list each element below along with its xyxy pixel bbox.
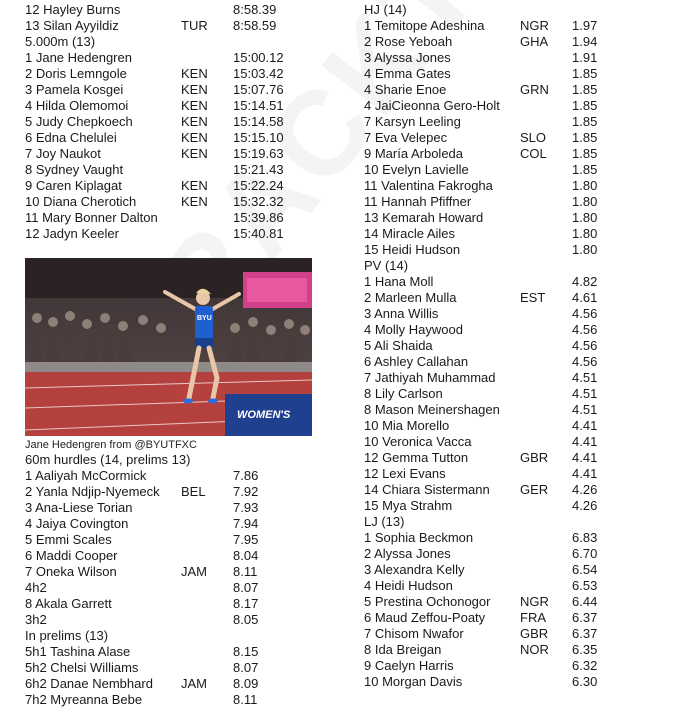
athlete-name: 8 Sydney Vaught — [25, 162, 124, 177]
results-list-pv — [364, 274, 678, 514]
result-row — [364, 274, 678, 290]
result-row — [364, 578, 678, 594]
result-mark: 1.80 — [572, 226, 598, 241]
athlete-name: 4 Jaiya Covington — [25, 516, 129, 531]
athlete-name: 14 Miracle Ailes — [364, 226, 456, 241]
result-mark: 6.83 — [572, 530, 598, 545]
result-mark: 15:39.86 — [233, 210, 284, 225]
result-mark: 15:32.32 — [233, 194, 284, 209]
result-mark: 7.94 — [233, 516, 259, 531]
athlete-name: 13 Silan Ayyildiz — [25, 18, 119, 33]
nationality-code: GER — [520, 482, 549, 497]
result-row — [25, 580, 345, 596]
result-mark: 15:21.43 — [233, 162, 284, 177]
athlete-name: 6 Maud Zeffou-Poaty — [364, 610, 486, 625]
result-row — [364, 354, 678, 370]
result-mark: 15:03.42 — [233, 66, 284, 81]
result-mark: 1.80 — [572, 210, 598, 225]
result-row — [25, 532, 345, 548]
result-row — [364, 482, 678, 498]
result-row — [25, 130, 345, 146]
result-row — [25, 500, 345, 516]
results-list-hj — [364, 18, 678, 258]
photo-block — [25, 242, 345, 452]
svg-text:BYU: BYU — [197, 315, 212, 322]
result-mark: 15:00.12 — [233, 50, 284, 65]
athlete-name: 7 Karsyn Leeling — [364, 114, 461, 129]
result-row — [25, 468, 345, 484]
athlete-name: 2 Yanla Ndjip-Nyemeck — [25, 484, 160, 499]
result-mark: 4.51 — [572, 402, 598, 417]
result-mark: 4.56 — [572, 338, 598, 353]
result-mark: 8:58.59 — [233, 18, 277, 33]
result-mark: 1.85 — [572, 82, 598, 97]
nationality-code: KEN — [181, 66, 208, 81]
result-mark: 1.85 — [572, 130, 598, 145]
athlete-name: 6 Maddi Cooper — [25, 548, 118, 563]
athlete-name: 3 Pamela Kosgei — [25, 82, 124, 97]
result-row — [25, 66, 345, 82]
result-mark: 8:58.39 — [233, 2, 277, 17]
athlete-name: 5 Ali Shaida — [364, 338, 433, 353]
result-mark: 1.91 — [572, 50, 598, 65]
result-mark: 8.04 — [233, 548, 259, 563]
result-mark: 8.05 — [233, 612, 259, 627]
result-row — [364, 626, 678, 642]
athlete-name: 12 Hayley Burns — [25, 2, 121, 17]
result-mark: 1.85 — [572, 66, 598, 81]
result-mark: 4.41 — [572, 450, 598, 465]
result-mark: 15:40.81 — [233, 226, 284, 241]
result-mark: 15:19.63 — [233, 146, 284, 161]
result-row — [25, 18, 345, 34]
results-list-lj — [364, 530, 678, 690]
result-row — [25, 628, 345, 644]
result-row — [364, 450, 678, 466]
result-row — [364, 66, 678, 82]
athlete-name: 15 Mya Strahm — [364, 498, 453, 513]
result-mark: 6.54 — [572, 562, 598, 577]
nationality-code: COL — [520, 146, 547, 161]
nationality-code: KEN — [181, 114, 208, 129]
result-row — [25, 210, 345, 226]
result-row — [364, 594, 678, 610]
result-row — [25, 162, 345, 178]
athlete-name: 7 Oneka Wilson — [25, 564, 117, 579]
athlete-name: 6 Ashley Callahan — [364, 354, 469, 369]
result-mark: 1.80 — [572, 178, 598, 193]
race-photo — [25, 258, 312, 436]
athlete-name: 4 Hilda Olemomoi — [25, 98, 129, 113]
athlete-name: 4 Molly Haywood — [364, 322, 463, 337]
event-title-60m-hurdles: 60m hurdles (14, prelims 13) — [25, 452, 191, 467]
result-mark: 15:14.58 — [233, 114, 284, 129]
result-mark: 1.85 — [572, 114, 598, 129]
result-row — [364, 18, 678, 34]
nationality-code: KEN — [181, 194, 208, 209]
athlete-name: 11 Valentina Fakrogha — [364, 178, 493, 193]
result-row — [25, 612, 345, 628]
athlete-name: 8 Ida Breigan — [364, 642, 442, 657]
athlete-name: 10 Evelyn Lavielle — [364, 162, 469, 177]
result-mark: 6.70 — [572, 546, 598, 561]
result-row — [25, 98, 345, 114]
result-mark: 4.41 — [572, 434, 598, 449]
result-mark: 6.37 — [572, 626, 598, 641]
results-list-60m-hurdles — [25, 468, 345, 708]
nationality-code: JAM — [181, 564, 207, 579]
result-row — [364, 562, 678, 578]
athlete-name: 10 Morgan Davis — [364, 674, 463, 689]
nationality-code: KEN — [181, 178, 208, 193]
result-row — [364, 306, 678, 322]
result-row — [364, 98, 678, 114]
result-mark: 6.32 — [572, 658, 598, 673]
athlete-name: 4 Sharie Enoe — [364, 82, 447, 97]
athlete-name: 7 Chisom Nwafor — [364, 626, 464, 641]
result-row — [364, 386, 678, 402]
nationality-code: FRA — [520, 610, 546, 625]
event-title-5000m: 5.000m (13) — [25, 34, 96, 49]
result-row — [25, 178, 345, 194]
result-row — [364, 658, 678, 674]
result-row — [364, 434, 678, 450]
nationality-code: GBR — [520, 450, 549, 465]
athlete-name: 5 Prestina Ochonogor — [364, 594, 491, 609]
result-row — [25, 114, 345, 130]
athlete-name: 7 Joy Naukot — [25, 146, 101, 161]
results-list-5000m — [25, 50, 345, 242]
result-row — [364, 50, 678, 66]
athlete-name: 7h2 Myreanna Bebe — [25, 692, 143, 707]
nationality-code: KEN — [181, 82, 208, 97]
result-mark: 4.51 — [572, 370, 598, 385]
athlete-name: 12 Lexi Evans — [364, 466, 446, 481]
athlete-name: 1 Jane Hedengren — [25, 50, 132, 65]
result-mark: 6.30 — [572, 674, 598, 689]
athlete-name: 6 Edna Chelulei — [25, 130, 117, 145]
result-mark: 4.82 — [572, 274, 598, 289]
athlete-name: 12 Jadyn Keeler — [25, 226, 119, 241]
result-mark: 1.85 — [572, 162, 598, 177]
result-row — [364, 194, 678, 210]
nationality-code: KEN — [181, 146, 208, 161]
nationality-code: KEN — [181, 98, 208, 113]
athlete-name: 11 Hannah Pfiffner — [364, 194, 472, 209]
nationality-code: GRN — [520, 82, 549, 97]
athlete-name: 5h1 Tashina Alase — [25, 644, 131, 659]
athlete-name: 4h2 — [25, 580, 47, 595]
result-row — [25, 692, 345, 708]
result-row — [25, 516, 345, 532]
result-row — [364, 82, 678, 98]
athlete-name: 2 Rose Yeboah — [364, 34, 453, 49]
result-mark: 6.35 — [572, 642, 598, 657]
result-mark: 15:22.24 — [233, 178, 284, 193]
athlete-name: 2 Doris Lemngole — [25, 66, 127, 81]
result-row — [364, 530, 678, 546]
result-mark: 8.07 — [233, 660, 259, 675]
athlete-name: 15 Heidi Hudson — [364, 242, 461, 257]
left-column — [25, 2, 345, 708]
result-mark: 6.37 — [572, 610, 598, 625]
athlete-name: 9 María Arboleda — [364, 146, 464, 161]
athlete-name: 4 JaiCieonna Gero-Holt — [364, 98, 500, 113]
athlete-name: 9 Caelyn Harris — [364, 658, 454, 673]
result-mark: 4.41 — [572, 418, 598, 433]
athlete-name: 5 Emmi Scales — [25, 532, 112, 547]
result-mark: 6.53 — [572, 578, 598, 593]
result-mark: 4.26 — [572, 498, 598, 513]
athlete-name: 4 Emma Gates — [364, 66, 451, 81]
athlete-name: 14 Chiara Sistermann — [364, 482, 490, 497]
result-mark: 7.95 — [233, 532, 259, 547]
result-mark: 1.80 — [572, 242, 598, 257]
result-mark: 8.15 — [233, 644, 259, 659]
result-mark: 6.44 — [572, 594, 598, 609]
athlete-name: 2 Alyssa Jones — [364, 546, 451, 561]
result-row — [364, 466, 678, 482]
result-mark: 8.09 — [233, 676, 259, 691]
result-mark: 7.93 — [233, 500, 259, 515]
result-mark: 4.61 — [572, 290, 598, 305]
athlete-name: 10 Mia Morello — [364, 418, 450, 433]
athlete-name: 3 Alexandra Kelly — [364, 562, 465, 577]
nationality-code: NGR — [520, 594, 549, 609]
result-row — [364, 338, 678, 354]
athlete-name: 3 Ana-Liese Torian — [25, 500, 133, 515]
athlete-name: 5h2 Chelsi Williams — [25, 660, 139, 675]
event-title-hj: HJ (14) — [364, 2, 407, 17]
athlete-name: 1 Hana Moll — [364, 274, 434, 289]
result-row — [364, 418, 678, 434]
result-row — [364, 290, 678, 306]
athlete-name: 3h2 — [25, 612, 47, 627]
result-row — [25, 194, 345, 210]
nationality-code: NOR — [520, 642, 549, 657]
athlete-name: 12 Gemma Tutton — [364, 450, 469, 465]
result-row — [25, 548, 345, 564]
athlete-name: 10 Diana Cherotich — [25, 194, 137, 209]
result-row — [25, 484, 345, 500]
nationality-code: NGR — [520, 18, 549, 33]
athlete-name: 7 Jathiyah Muhammad — [364, 370, 496, 385]
result-row — [25, 676, 345, 692]
result-mark: 8.07 — [233, 580, 259, 595]
nationality-code: GBR — [520, 626, 549, 641]
result-row — [25, 50, 345, 66]
nationality-code: EST — [520, 290, 546, 305]
result-row — [25, 146, 345, 162]
athlete-name: 8 Lily Carlson — [364, 386, 443, 401]
svg-text:WOMEN'S: WOMEN'S — [237, 409, 291, 421]
athlete-name: In prelims (13) — [25, 628, 109, 643]
athlete-name: 4 Heidi Hudson — [364, 578, 453, 593]
result-row — [364, 498, 678, 514]
results-list-3000m-tail — [25, 2, 345, 34]
event-title-lj: LJ (13) — [364, 514, 405, 529]
result-mark: 4.26 — [572, 482, 598, 497]
race-photo-illustration — [25, 258, 312, 436]
result-row — [364, 642, 678, 658]
athlete-name: 2 Marleen Mulla — [364, 290, 457, 305]
result-row — [25, 82, 345, 98]
event-title-pv: PV (14) — [364, 258, 409, 273]
result-mark: 1.85 — [572, 98, 598, 113]
athlete-name: 8 Akala Garrett — [25, 596, 112, 611]
athlete-name: 3 Anna Willis — [364, 306, 439, 321]
result-mark: 1.80 — [572, 194, 598, 209]
result-row — [364, 674, 678, 690]
result-row — [25, 644, 345, 660]
result-mark: 15:07.76 — [233, 82, 284, 97]
result-mark: 1.85 — [572, 146, 598, 161]
result-row — [364, 178, 678, 194]
result-row — [25, 2, 345, 18]
nationality-code: BEL — [181, 484, 206, 499]
result-row — [364, 34, 678, 50]
result-mark: 4.56 — [572, 322, 598, 337]
result-mark: 4.41 — [572, 466, 598, 481]
result-mark: 4.56 — [572, 306, 598, 321]
result-row — [364, 146, 678, 162]
result-row — [25, 226, 345, 242]
result-mark: 1.94 — [572, 34, 598, 49]
athlete-name: 1 Temitope Adeshina — [364, 18, 485, 33]
result-row — [364, 210, 678, 226]
result-mark: 8.17 — [233, 596, 259, 611]
right-column — [364, 2, 678, 690]
result-row — [364, 130, 678, 146]
result-row — [364, 162, 678, 178]
result-mark: 15:15.10 — [233, 130, 284, 145]
result-mark: 8.11 — [233, 692, 258, 707]
athlete-name: 13 Kemarah Howard — [364, 210, 484, 225]
result-row — [364, 610, 678, 626]
photo-caption: Jane Hedengren from @BYUTFXC — [25, 439, 197, 451]
result-row — [364, 402, 678, 418]
result-row — [25, 596, 345, 612]
result-row — [364, 370, 678, 386]
athlete-name: 11 Mary Bonner Dalton — [25, 210, 158, 225]
nationality-code: KEN — [181, 130, 208, 145]
result-mark: 4.56 — [572, 354, 598, 369]
athlete-name: 1 Sophia Beckmon — [364, 530, 474, 545]
athlete-name: 3 Alyssa Jones — [364, 50, 451, 65]
result-mark: 4.51 — [572, 386, 598, 401]
result-row — [364, 546, 678, 562]
result-row — [25, 660, 345, 676]
result-mark: 7.86 — [233, 468, 259, 483]
result-row — [364, 242, 678, 258]
result-mark: 8.11 — [233, 564, 258, 579]
result-mark: 7.92 — [233, 484, 259, 499]
athlete-name: 10 Veronica Vacca — [364, 434, 472, 449]
athlete-name: 6h2 Danae Nembhard — [25, 676, 153, 691]
athlete-name: 9 Caren Kiplagat — [25, 178, 122, 193]
athlete-name: 8 Mason Meinershagen — [364, 402, 500, 417]
result-mark: 15:14.51 — [233, 98, 284, 113]
athlete-name: 7 Eva Velepec — [364, 130, 448, 145]
nationality-code: TUR — [181, 18, 208, 33]
athlete-name: 1 Aaliyah McCormick — [25, 468, 147, 483]
nationality-code: SLO — [520, 130, 547, 145]
result-mark: 1.97 — [572, 18, 598, 33]
result-row — [25, 564, 345, 580]
athlete-name: 5 Judy Chepkoech — [25, 114, 133, 129]
result-row — [364, 322, 678, 338]
nationality-code: JAM — [181, 676, 207, 691]
result-row — [364, 114, 678, 130]
result-row — [364, 226, 678, 242]
nationality-code: GHA — [520, 34, 549, 49]
